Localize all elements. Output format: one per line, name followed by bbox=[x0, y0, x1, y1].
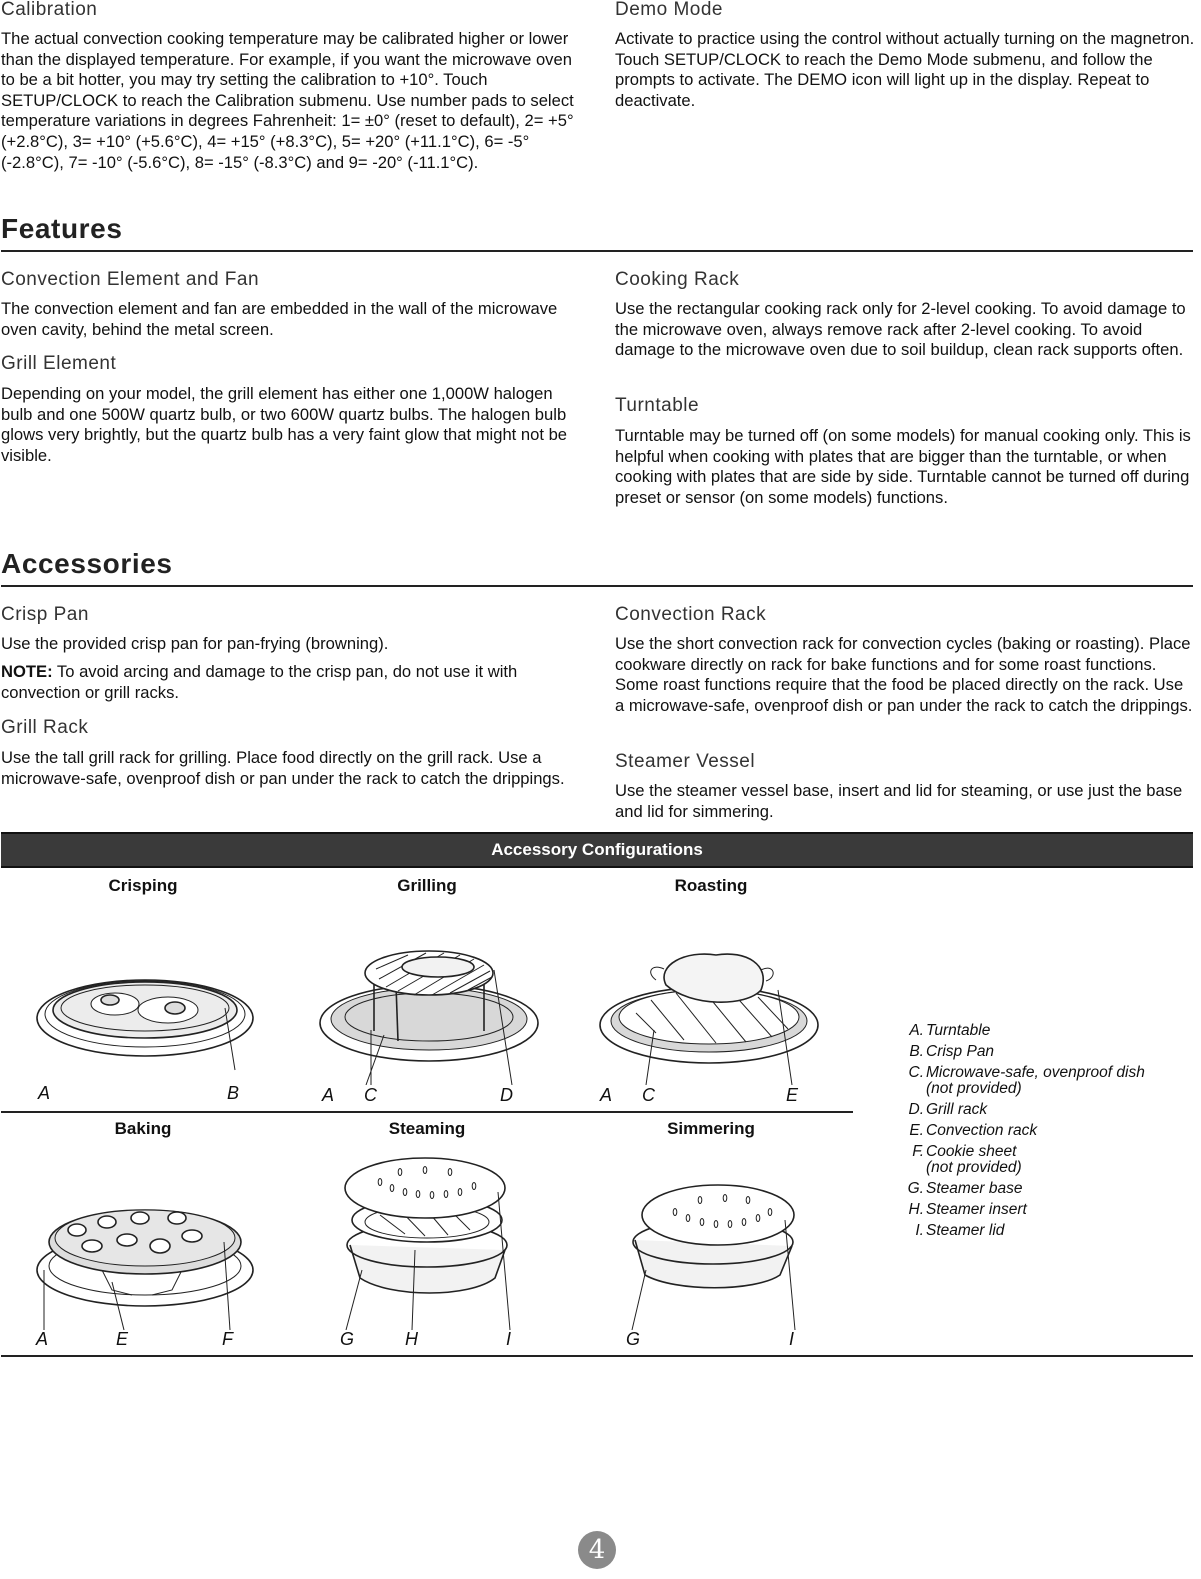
turntable-title: Turntable bbox=[615, 395, 700, 416]
legend-key: A. bbox=[909, 1022, 924, 1039]
legend-item bbox=[904, 1200, 1194, 1219]
legend-item bbox=[904, 1179, 1194, 1198]
steamer-vessel-body: Use the steamer vessel base, insert and lid for steaming, or use just the base and lid for simmering. bbox=[615, 781, 1183, 821]
cooking-rack-title: Cooking Rack bbox=[615, 269, 740, 290]
col-baking: Baking bbox=[114, 1119, 172, 1138]
legend-text: Crisp Pan bbox=[926, 1043, 995, 1060]
page-number-badge bbox=[578, 1531, 616, 1569]
label-roasting-c: C bbox=[642, 1085, 655, 1105]
legend-text: Grill rack bbox=[926, 1101, 988, 1118]
legend-key: B. bbox=[909, 1043, 924, 1060]
legend-item bbox=[904, 1100, 1194, 1119]
label-crisping-a: A bbox=[38, 1083, 51, 1103]
steaming-illustration bbox=[330, 1150, 530, 1330]
demo-mode-title: Demo Mode bbox=[615, 0, 723, 20]
legend-item bbox=[904, 1142, 1194, 1177]
legend-item bbox=[904, 1121, 1194, 1140]
crisp-pan-note bbox=[1, 662, 579, 703]
page-number: 4 bbox=[588, 1535, 606, 1565]
legend-text: Microwave-safe, ovenproof dish bbox=[926, 1064, 1145, 1081]
legend-text: Turntable bbox=[926, 1022, 991, 1039]
crisp-pan-title: Crisp Pan bbox=[1, 604, 89, 625]
legend-key: F. bbox=[912, 1143, 924, 1160]
configurations-banner bbox=[1, 832, 1193, 868]
convection-rack-body: Use the short convection rack for convection cycles (baking or roasting). Place cookware directly on rack for bake functions and for some roast functions. Some roast functions require that the food be placed directly on the rack. Use a microwave-safe, ovenproof dish or pan under the rack to catch the drippings. bbox=[615, 634, 1193, 715]
calibration-title: Calibration bbox=[1, 0, 98, 20]
config-row-divider bbox=[1, 1111, 853, 1113]
label-baking-e: E bbox=[116, 1329, 129, 1349]
label-crisping-b: B bbox=[227, 1083, 240, 1103]
label-baking-a: A bbox=[36, 1329, 49, 1349]
grill-rack-body: Use the tall grill rack for grilling. Place food directly on the grill rack. Use a microwave-safe, ovenproof dish or pan under the rack to catch the drippings. bbox=[1, 748, 565, 788]
legend-text: Steamer lid bbox=[926, 1222, 1005, 1239]
label-grilling-c: C bbox=[364, 1085, 377, 1105]
demo-mode-body: Activate to practice using the control without actually turning on the magnetron. Touch SETUP/CLOCK to reach the Demo Mode submenu, and follow the prompts to activate. The DEMO icon will light up in the display. Repeat to deactivate. bbox=[615, 29, 1195, 110]
label-grilling-d: D bbox=[500, 1085, 513, 1105]
convection-element-body: The convection element and fan are embedded in the wall of the microwave oven cavity, behind the metal screen. bbox=[1, 299, 558, 339]
legend-text: Steamer base bbox=[926, 1180, 1023, 1197]
col-simmering: Simmering bbox=[667, 1119, 755, 1138]
col-crisping: Crisping bbox=[108, 876, 178, 895]
legend-text-2: (not provided) bbox=[926, 1080, 1022, 1097]
simmering-illustration bbox=[620, 1180, 820, 1330]
label-roasting-a: A bbox=[600, 1085, 613, 1105]
legend-item bbox=[904, 1042, 1194, 1061]
legend bbox=[904, 1021, 1194, 1242]
label-roasting-e: E bbox=[786, 1085, 799, 1105]
cooking-rack-body: Use the rectangular cooking rack only for 2-level cooking. To avoid damage to the microwave oven, always remove rack after 2-level cooking. To avoid damage to the microwave oven due to soil buildup, clean rack supports often. bbox=[615, 299, 1186, 360]
calibration-body: The actual convection cooking temperature may be calibrated higher or lower than the displayed temperature. For example, if you want the microwave oven to be a bit hotter, you may try setting the calibration to +10°. Touch SETUP/CLOCK to reach the Calibration submenu. Use number pads to select temperature variations in degrees Fahrenheit: 1= ±0° (reset to default), 2= +5° (+2.8°C), 3= +10° (+5.6°C), 4= +15° (+8.3°C), 5= +20° (+11.1°C), 6= -5° (-2.8°C), 7= -10° (-5.6°C), 8= -15° (-8.3°C) and 9= -20° (-11.1°C). bbox=[1, 29, 574, 172]
col-grilling: Grilling bbox=[397, 876, 457, 895]
baking-illustration bbox=[32, 1190, 262, 1330]
legend-key: C. bbox=[908, 1064, 924, 1081]
config-bottom-rule bbox=[1, 1355, 1193, 1357]
accessories-rule bbox=[1, 585, 1193, 587]
label-simmering-i: I bbox=[789, 1329, 795, 1349]
legend-text: Cookie sheet bbox=[926, 1143, 1017, 1160]
label-baking-f: F bbox=[222, 1329, 233, 1349]
accessories-heading: Accessories bbox=[1, 548, 173, 579]
grilling-illustration bbox=[316, 935, 546, 1085]
grill-rack-title: Grill Rack bbox=[1, 717, 89, 738]
crisp-pan-body: Use the provided crisp pan for pan-frying (browning). bbox=[1, 634, 389, 653]
col-steaming: Steaming bbox=[388, 1119, 466, 1138]
label-grilling-a: A bbox=[322, 1085, 335, 1105]
legend-key: D. bbox=[908, 1101, 924, 1118]
legend-text: Steamer insert bbox=[926, 1201, 1027, 1218]
legend-key: H. bbox=[908, 1201, 924, 1218]
note-label: NOTE: bbox=[1, 662, 53, 681]
grill-element-body: Depending on your model, the grill element has either one 1,000W halogen bulb and one 500W quartz bulb, or two 600W quartz bulbs. The halogen bulb glows very brightly, but the quartz bulb has a very faint glow that might not be visible. bbox=[1, 384, 568, 465]
legend-key: E. bbox=[909, 1122, 924, 1139]
label-steaming-h: H bbox=[405, 1329, 418, 1349]
legend-text-2: (not provided) bbox=[926, 1159, 1022, 1176]
note-body: To avoid arcing and damage to the crisp pan, do not use it with convection or grill racks. bbox=[1, 662, 518, 702]
col-roasting: Roasting bbox=[674, 876, 748, 895]
legend-item bbox=[904, 1021, 1194, 1040]
legend-key: I. bbox=[915, 1222, 924, 1239]
features-rule bbox=[1, 250, 1193, 252]
legend-item bbox=[904, 1221, 1194, 1240]
grill-element-title: Grill Element bbox=[1, 353, 117, 374]
legend-item bbox=[904, 1063, 1194, 1098]
turntable-body: Turntable may be turned off (on some models) for manual cooking only. This is helpful when cooking with plates that are bigger than the turntable, or when cooking with plates that are side by side. Turntable cannot be turned off during preset or sensor (on some models) functions. bbox=[615, 426, 1191, 507]
convection-rack-title: Convection Rack bbox=[615, 604, 767, 625]
label-steaming-g: G bbox=[340, 1329, 355, 1349]
features-heading: Features bbox=[1, 213, 123, 244]
convection-element-title: Convection Element and Fan bbox=[1, 269, 260, 290]
label-steaming-i: I bbox=[506, 1329, 512, 1349]
roasting-illustration bbox=[596, 945, 826, 1085]
legend-key: G. bbox=[907, 1180, 924, 1197]
crisping-illustration bbox=[30, 970, 260, 1080]
configurations-banner-title: Accessory Configurations bbox=[491, 840, 703, 859]
legend-text: Convection rack bbox=[926, 1122, 1038, 1139]
label-simmering-g: G bbox=[626, 1329, 641, 1349]
steamer-vessel-title: Steamer Vessel bbox=[615, 751, 756, 772]
